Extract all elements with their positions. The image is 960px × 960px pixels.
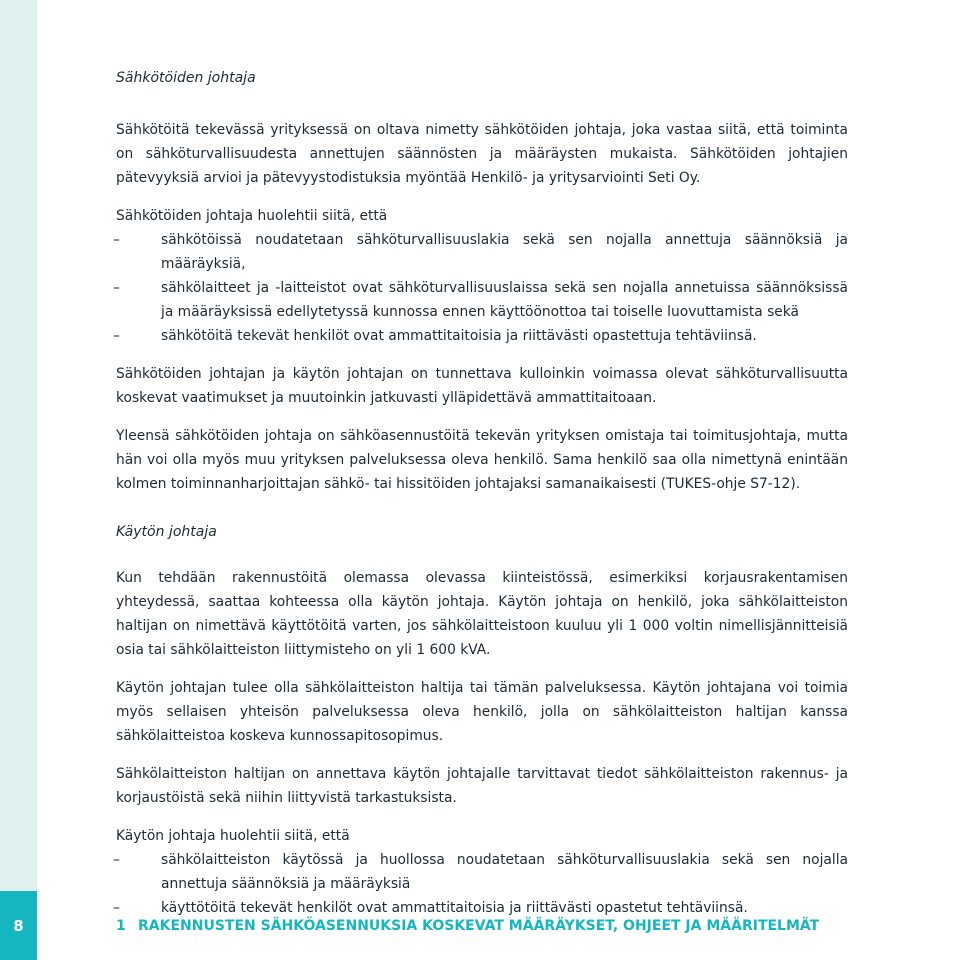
list-intro: Sähkötöiden johtaja huolehtii siitä, että	[116, 208, 388, 224]
dash-bullet: –	[113, 232, 120, 248]
list-item	[113, 228, 848, 276]
paragraph: Kun tehdään rakennustöitä olemassa olevassa kiinteistössä, esimerkiksi korjausrakentamisen yhteydessä, saattaa kohteessa olla käytön johtaja. Käytön johtaja on henkilö, joka sähkölaitteiston haltijan on nimettävä käyttötöitä varten, jos sähkölaitteistoon kuuluu yli 1 000 voltin nimellisjännitteisiä osia tai sähkölaitteiston liittymisteho on yli 1 600 kVA.	[116, 570, 848, 658]
list-item-text: käyttötöitä tekevät henkilöt ovat ammattitaitoisia ja riittävästi opastetut tehtäviinsä.	[161, 900, 748, 916]
paragraph: Yleensä sähkötöiden johtaja on sähköasennustöitä tekevän yrityksen omistaja tai toimitusjohtaja, mutta hän voi olla myös muu yrityksen palveluksessa oleva henkilö. Sama henkilö saa olla nimettynä enintään kolmen toiminnanharjoittajan sähkö- tai hissitöiden johtajaksi samanaikaisesti (TUKES-ohje S7-12).	[116, 428, 848, 492]
page-number: 8	[13, 917, 24, 935]
section-operations-manager	[113, 520, 848, 920]
list-intro: Käytön johtaja huolehtii siitä, että	[116, 828, 350, 844]
paragraph: Sähkötöitä tekevässä yrityksessä on oltava nimetty sähkötöiden johtaja, joka vastaa siitä, että toiminta on sähköturvallisuudesta annettujen säännösten ja määräysten mukaista. Sähkötöiden johtajien pätevyyksiä arvioi ja pätevyystodistuksia myöntää Henkilö- ja yritysarviointi Seti Oy.	[116, 122, 848, 186]
paragraph: Sähkölaitteiston haltijan on annettava käytön johtajalle tarvittavat tiedot sähkölaitteiston rakennus- ja korjaustöistä sekä niihin liittyvistä tarkastuksista.	[116, 766, 848, 806]
section-heading: Sähkötöiden johtaja	[116, 70, 256, 86]
paragraph: Sähkötöiden johtajan ja käytön johtajan on tunnettava kulloinkin voimassa olevat sähköturvallisuutta koskevat vaatimukset ja muutoinkin jatkuvasti ylläpidettävä ammattitaitoaan.	[116, 366, 848, 406]
dash-bullet: –	[113, 900, 120, 916]
list-item	[113, 848, 848, 896]
left-margin-bar	[0, 0, 37, 960]
dash-bullet: –	[113, 280, 120, 296]
responsibility-list	[113, 204, 848, 348]
page-footer	[116, 917, 819, 935]
responsibility-list	[113, 824, 848, 920]
list-item-text: sähkötöitä tekevät henkilöt ovat ammattitaitoisia ja riittävästi opastettuja tehtäviinsä.	[161, 328, 757, 344]
dash-list	[113, 848, 848, 920]
list-item-text: sähkötöissä noudatetaan sähköturvallisuuslakia sekä sen nojalla annettuja säännöksiä ja määräyksiä,	[161, 232, 848, 272]
dash-list	[113, 228, 848, 348]
dash-bullet: –	[113, 852, 120, 868]
chapter-number: 1	[116, 918, 126, 934]
section-electrical-work-supervisor	[113, 66, 848, 496]
paragraph: Käytön johtajan tulee olla sähkölaitteiston haltija tai tämän palveluksessa. Käytön johtajana voi toimia myös sellaisen yhteisön palveluksessa oleva henkilö, jolla on sähkölaitteiston haltijan kanssa sähkölaitteistoa koskeva kunnossapitosopimus.	[116, 680, 848, 744]
page-content	[113, 66, 848, 934]
chapter-title: RAKENNUSTEN SÄHKÖASENNUKSIA KOSKEVAT MÄÄRÄYKSET, OHJEET JA MÄÄRITELMÄT	[138, 918, 820, 934]
list-item-text: sähkölaitteiston käytössä ja huollossa noudatetaan sähköturvallisuuslakia sekä sen nojalla annettuja säännöksiä ja määräyksiä	[161, 852, 848, 892]
list-item	[113, 276, 848, 324]
list-item	[113, 324, 848, 348]
section-heading: Käytön johtaja	[116, 524, 217, 540]
list-item-text: sähkölaitteet ja -laitteistot ovat sähköturvallisuuslaissa sekä sen nojalla annetuissa säännöksissä ja määräyksissä edellytetyssä kunnossa ennen käyttöönottoa tai toiselle luovuttamista sekä	[161, 280, 848, 320]
dash-bullet: –	[113, 328, 120, 344]
